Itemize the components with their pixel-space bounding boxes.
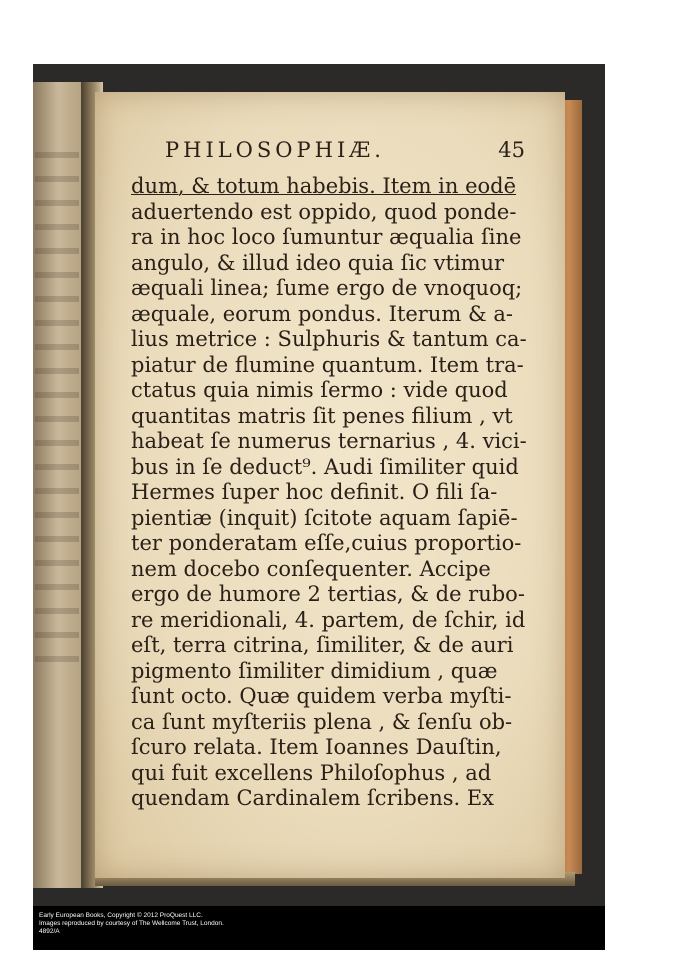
text-line: aduertendo est oppido, quod ponde- [131,199,517,224]
running-head [165,138,525,162]
body-text [131,174,541,812]
running-head-title: PHILOSOPHIÆ. [165,138,385,162]
text-line: re meridionali, 4. partem, de ſchir, id [131,607,526,632]
text-line: angulo, & illud ideo quia ſic vtimur [131,250,505,275]
footer-courtesy: Images reproduced by courtesy of The Wellcome Trust, London. [39,920,224,927]
text-line: ctatus quia nimis ſermo : vide quod [131,378,508,402]
text-line: eſt, terra citrina, ſimiliter, & de auri [131,633,514,657]
book-scan [33,64,605,906]
book-page [95,92,565,878]
text-line: Hermes ſuper hoc definit. O fili ſa- [131,480,498,504]
text-line: qui fuit excellens Philoſophus , ad [131,760,492,785]
text-line: ra in hoc loco ſumuntur æqualia ſine [131,225,522,249]
text-line: ſunt octo. Quæ quidem verba myſti- [131,684,512,708]
text-line: pigmento ſimiliter dimidium , quæ [131,658,498,683]
text-line: ergo de humore 2 tertias, & de rubo- [131,582,525,606]
text-line: dum, & totum habebis. Item in eodē [131,174,517,198]
footer-shelfmark: 4892/A [39,928,60,935]
text-line: ſcuro relata. Item Ioannes Dauſtin, [131,735,502,759]
text-line: quantitas matris ſit penes filium , vt [131,403,513,428]
text-line: ca ſunt myſteriis plena , & ſenſu ob- [131,709,513,734]
left-page-edge [33,82,83,888]
text-line: bus in ſe deduct⁹. Audi ſimiliter quid [131,454,519,479]
text-line: æquale, eorum pondus. Iterum & a- [131,301,513,326]
text-line: habeat ſe numerus ternarius , 4. vici- [131,429,527,453]
copyright-footer [33,906,605,950]
footer-copyright: Early European Books, Copyright © 2012 ProQuest LLC. [39,912,203,919]
text-line: quendam Cardinalem ſcribens. Ex [131,786,495,810]
text-line: lius metrice : Sulphuris & tantum ca- [131,327,527,351]
text-line: ter ponderatam eſſe,cuius proportio- [131,531,522,555]
text-line: æquali linea; ſume ergo de vnoquoq; [131,276,523,300]
page-number: 45 [498,138,525,162]
text-line: nem docebo conſequenter. Accipe [131,556,491,581]
left-page-bleed-text [35,152,79,672]
text-line: pientiæ (inquit) ſcitote aquam ſapiē- [131,505,518,530]
text-line: piatur de flumine quantum. Item tra- [131,352,524,377]
